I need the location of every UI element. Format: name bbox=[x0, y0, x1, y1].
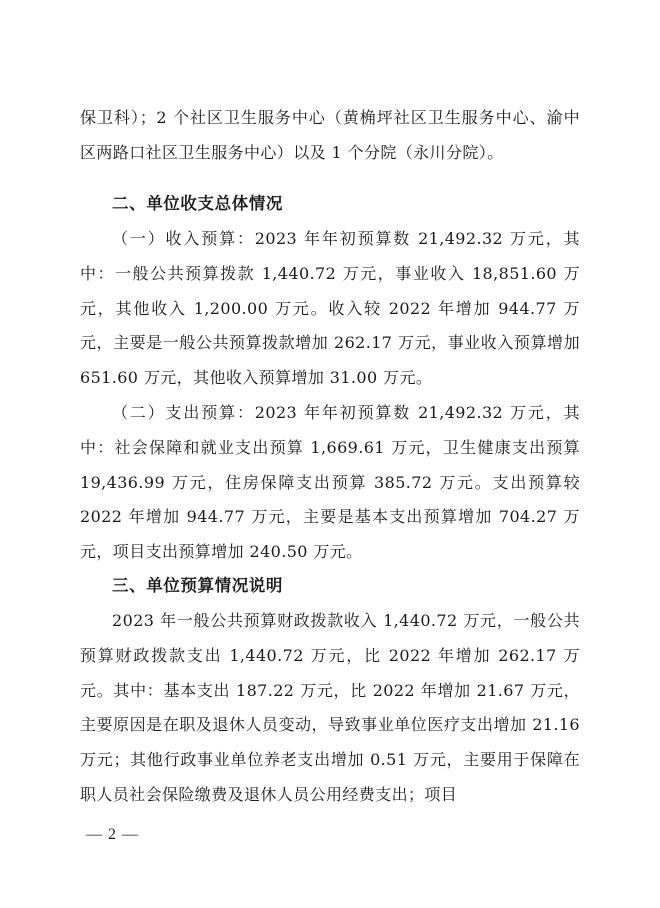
page-number: — 2 — bbox=[86, 826, 139, 843]
section-2-heading: 二、单位收支总体情况 bbox=[112, 194, 283, 213]
expenditure-budget-paragraph: （二）支出预算：2023 年年初预算数 21,492.32 万元，其中：社会保障和就业支出预算 1,669.61 万元，卫生健康支出预算 19,436.99 万元，住房保障支出预算 385.72 万元。支出预算较 2022 年增加 944.77 万元，主要是基本支出预算增加 704.27 万元，项目支出预算增加 240.50 万元。 bbox=[80, 403, 580, 562]
income-budget-paragraph: （一）收入预算：2023 年年初预算数 21,492.32 万元，其中：一般公共预算拨款 1,440.72 万元，事业收入 18,851.60 万元，其他收入 1,200.00 万元。收入较 2022 年增加 944.77 万元，主要是一般公共预算拨款增加 262.17 万元，事业收入预算增加 651.60 万元，其他收入预算增加 31.00 万元。 bbox=[80, 229, 580, 388]
budget-explanation-paragraph: 2023 年一般公共预算财政拨款收入 1,440.72 万元，一般公共预算财政拨款支出 1,440.72 万元，比 2022 年增加 262.17 万元。其中：基本支出 187.22 万元，比 2022 年增加 21.67 万元，主要原因是在职及退休人员变动，导致事业单位医疗支出增加 21.16 万元；其他行政事业单位养老支出增加 0.51 万元，主要用于保障在职人员社会保险缴费及退休人员公用经费支出；项目 bbox=[80, 611, 580, 804]
section-3-heading: 三、单位预算情况说明 bbox=[112, 576, 283, 595]
continuation-paragraph: 保卫科）；2 个社区卫生服务中心（黄桷坪社区卫生服务中心、渝中区两路口社区卫生服务中心）以及 1 个分院（永川分院）。 bbox=[80, 108, 580, 162]
